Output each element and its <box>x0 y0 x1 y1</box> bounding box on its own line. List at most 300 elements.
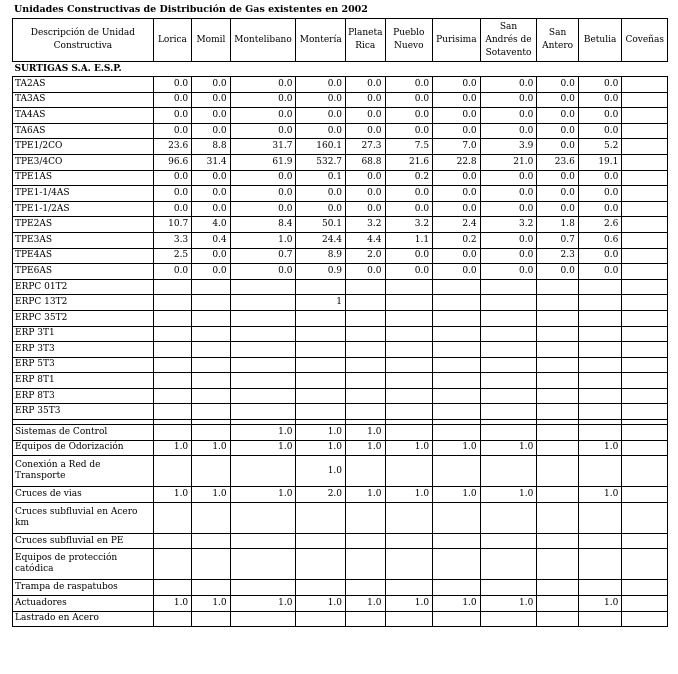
value-cell <box>622 533 668 549</box>
value-cell <box>192 549 230 580</box>
table-row <box>13 201 668 217</box>
value-cell: 0.0 <box>433 264 481 280</box>
value-cell <box>622 388 668 404</box>
value-cell <box>537 596 579 612</box>
value-cell: 0.0 <box>537 186 579 202</box>
row-label: TA3AS <box>13 92 154 108</box>
value-cell <box>296 310 346 326</box>
value-cell <box>346 310 385 326</box>
value-cell <box>537 502 579 533</box>
value-cell <box>230 357 296 373</box>
value-cell <box>192 295 230 311</box>
row-label: ERPC 01T2 <box>13 279 154 295</box>
value-cell: 5.2 <box>578 139 622 155</box>
value-cell: 0.0 <box>192 248 230 264</box>
value-cell <box>433 502 481 533</box>
value-cell: 21.6 <box>385 154 433 170</box>
value-cell: 0.0 <box>296 186 346 202</box>
value-cell: 2.0 <box>296 487 346 503</box>
value-cell: 0.0 <box>385 248 433 264</box>
row-label: TPE3AS <box>13 232 154 248</box>
value-cell: 0.0 <box>578 248 622 264</box>
value-cell: 1.0 <box>230 425 296 441</box>
value-cell: 0.0 <box>480 248 537 264</box>
value-cell <box>192 388 230 404</box>
value-cell <box>480 357 537 373</box>
value-cell <box>192 456 230 487</box>
table-row <box>13 388 668 404</box>
value-cell: 4.4 <box>346 232 385 248</box>
value-cell: 0.0 <box>385 77 433 93</box>
row-label: TPE1AS <box>13 170 154 186</box>
value-cell: 0.0 <box>192 108 230 124</box>
table-row <box>13 487 668 503</box>
value-cell <box>385 533 433 549</box>
value-cell <box>230 279 296 295</box>
value-cell <box>230 295 296 311</box>
value-cell: 0.0 <box>537 139 579 155</box>
value-cell: 0.0 <box>480 108 537 124</box>
value-cell: 0.0 <box>537 201 579 217</box>
value-cell: 1.0 <box>480 440 537 456</box>
value-cell <box>192 580 230 596</box>
value-cell: 0.0 <box>346 201 385 217</box>
value-cell <box>346 373 385 389</box>
value-cell <box>346 549 385 580</box>
value-cell: 0.0 <box>385 92 433 108</box>
page-title: Unidades Constructivas de Distribución de Gas existentes en 2002 <box>14 4 368 15</box>
gas-units-table <box>12 18 668 627</box>
value-cell <box>578 549 622 580</box>
value-cell <box>192 357 230 373</box>
value-cell: 0.0 <box>153 108 191 124</box>
table-row <box>13 373 668 389</box>
value-cell <box>622 139 668 155</box>
table-row <box>13 92 668 108</box>
value-cell: 24.4 <box>296 232 346 248</box>
value-cell <box>433 456 481 487</box>
row-label: ERP 8T3 <box>13 388 154 404</box>
table-row <box>13 279 668 295</box>
value-cell <box>578 425 622 441</box>
value-cell <box>385 326 433 342</box>
value-cell: 0.0 <box>433 92 481 108</box>
table-row <box>13 77 668 93</box>
value-cell <box>578 456 622 487</box>
value-cell <box>537 611 579 627</box>
value-cell <box>622 154 668 170</box>
value-cell <box>622 92 668 108</box>
row-label: Trampa de raspatubos <box>13 580 154 596</box>
row-label: TPE1/2CO <box>13 139 154 155</box>
header-col: Montería <box>296 19 346 62</box>
table-row <box>13 232 668 248</box>
value-cell <box>192 611 230 627</box>
value-cell: 0.0 <box>230 264 296 280</box>
table-row <box>13 186 668 202</box>
row-label: ERP 3T3 <box>13 342 154 358</box>
value-cell <box>578 388 622 404</box>
value-cell <box>537 533 579 549</box>
value-cell: 532.7 <box>296 154 346 170</box>
value-cell <box>230 342 296 358</box>
value-cell: 0.0 <box>433 201 481 217</box>
value-cell <box>622 596 668 612</box>
value-cell: 0.0 <box>230 92 296 108</box>
table-row <box>13 342 668 358</box>
value-cell <box>153 502 191 533</box>
value-cell: 0.0 <box>192 170 230 186</box>
value-cell: 10.7 <box>153 217 191 233</box>
value-cell <box>433 388 481 404</box>
value-cell: 0.7 <box>230 248 296 264</box>
value-cell: 2.0 <box>346 248 385 264</box>
value-cell <box>537 404 579 420</box>
value-cell: 0.4 <box>192 232 230 248</box>
value-cell: 0.0 <box>296 108 346 124</box>
value-cell <box>153 425 191 441</box>
row-label: TA6AS <box>13 123 154 139</box>
value-cell: 0.0 <box>153 201 191 217</box>
value-cell: 3.9 <box>480 139 537 155</box>
table-row <box>13 108 668 124</box>
value-cell: 1.0 <box>385 440 433 456</box>
value-cell: 3.2 <box>480 217 537 233</box>
value-cell: 61.9 <box>230 154 296 170</box>
value-cell <box>385 373 433 389</box>
value-cell: 1.0 <box>230 487 296 503</box>
value-cell <box>230 502 296 533</box>
value-cell <box>480 580 537 596</box>
value-cell: 4.0 <box>192 217 230 233</box>
value-cell <box>622 186 668 202</box>
value-cell: 0.0 <box>230 170 296 186</box>
value-cell <box>296 611 346 627</box>
value-cell <box>578 611 622 627</box>
value-cell: 22.8 <box>433 154 481 170</box>
value-cell <box>153 404 191 420</box>
value-cell <box>622 357 668 373</box>
value-cell <box>385 425 433 441</box>
value-cell <box>153 357 191 373</box>
row-label: Lastrado en Acero <box>13 611 154 627</box>
value-cell <box>296 357 346 373</box>
value-cell <box>537 373 579 389</box>
value-cell <box>622 108 668 124</box>
value-cell <box>385 295 433 311</box>
value-cell: 1.0 <box>192 487 230 503</box>
value-cell <box>153 310 191 326</box>
value-cell: 2.6 <box>578 217 622 233</box>
value-cell: 0.0 <box>346 170 385 186</box>
value-cell: 2.4 <box>433 217 481 233</box>
value-cell: 0.0 <box>537 264 579 280</box>
value-cell: 0.0 <box>385 108 433 124</box>
value-cell <box>433 357 481 373</box>
header-col: Momil <box>192 19 230 62</box>
value-cell <box>480 388 537 404</box>
value-cell: 1.0 <box>230 440 296 456</box>
value-cell <box>537 310 579 326</box>
row-label: ERP 35T3 <box>13 404 154 420</box>
value-cell: 8.9 <box>296 248 346 264</box>
value-cell: 0.0 <box>385 264 433 280</box>
header-col: Coveñas <box>622 19 668 62</box>
value-cell: 1.0 <box>192 440 230 456</box>
value-cell <box>578 580 622 596</box>
value-cell: 31.4 <box>192 154 230 170</box>
row-label: TPE1-1/4AS <box>13 186 154 202</box>
value-cell: 0.0 <box>153 186 191 202</box>
value-cell: 3.2 <box>385 217 433 233</box>
value-cell <box>433 533 481 549</box>
value-cell: 0.0 <box>480 170 537 186</box>
value-cell <box>385 549 433 580</box>
value-cell <box>537 487 579 503</box>
header-col: Purisima <box>433 19 481 62</box>
value-cell <box>622 580 668 596</box>
value-cell <box>433 279 481 295</box>
value-cell: 96.6 <box>153 154 191 170</box>
value-cell: 160.1 <box>296 139 346 155</box>
value-cell <box>192 279 230 295</box>
value-cell <box>296 388 346 404</box>
row-label: Cruces subfluvial en Acero km <box>13 502 154 533</box>
value-cell <box>385 456 433 487</box>
value-cell: 1.0 <box>153 487 191 503</box>
table-row <box>13 170 668 186</box>
value-cell: 1.0 <box>433 596 481 612</box>
value-cell: 0.0 <box>296 92 346 108</box>
value-cell <box>480 279 537 295</box>
value-cell: 0.0 <box>385 186 433 202</box>
value-cell: 0.0 <box>537 123 579 139</box>
value-cell <box>480 611 537 627</box>
row-label: TPE6AS <box>13 264 154 280</box>
value-cell: 0.0 <box>578 201 622 217</box>
value-cell: 68.8 <box>346 154 385 170</box>
value-cell <box>622 373 668 389</box>
table-row <box>13 456 668 487</box>
value-cell <box>622 264 668 280</box>
value-cell: 1.0 <box>153 596 191 612</box>
header-col: Betulia <box>578 19 622 62</box>
value-cell <box>480 549 537 580</box>
table-row <box>13 596 668 612</box>
value-cell <box>622 502 668 533</box>
value-cell: 3.2 <box>346 217 385 233</box>
value-cell: 0.0 <box>480 92 537 108</box>
value-cell <box>622 487 668 503</box>
value-cell <box>385 404 433 420</box>
value-cell: 0.0 <box>230 186 296 202</box>
value-cell: 0.2 <box>385 170 433 186</box>
value-cell <box>433 295 481 311</box>
value-cell <box>537 357 579 373</box>
value-cell <box>385 502 433 533</box>
value-cell <box>346 388 385 404</box>
table-row <box>13 549 668 580</box>
value-cell: 1.0 <box>230 596 296 612</box>
value-cell <box>537 279 579 295</box>
value-cell <box>192 342 230 358</box>
value-cell: 0.0 <box>578 92 622 108</box>
value-cell <box>153 388 191 404</box>
value-cell: 0.0 <box>192 201 230 217</box>
value-cell: 1.0 <box>433 440 481 456</box>
value-cell <box>622 232 668 248</box>
header-col: San Andrés de Sotavento <box>480 19 537 62</box>
value-cell: 1.0 <box>346 425 385 441</box>
section-label: SURTIGAS S.A. E.S.P. <box>13 62 668 77</box>
value-cell: 0.0 <box>385 201 433 217</box>
table-row <box>13 533 668 549</box>
row-label: Sistemas de Control <box>13 425 154 441</box>
value-cell <box>192 502 230 533</box>
row-label: ERPC 13T2 <box>13 295 154 311</box>
row-label: Actuadores <box>13 596 154 612</box>
value-cell <box>622 342 668 358</box>
value-cell: 0.0 <box>153 264 191 280</box>
value-cell <box>537 456 579 487</box>
value-cell <box>153 373 191 389</box>
value-cell <box>578 326 622 342</box>
value-cell <box>296 502 346 533</box>
value-cell <box>622 549 668 580</box>
value-cell <box>480 373 537 389</box>
row-label: TA2AS <box>13 77 154 93</box>
value-cell <box>537 549 579 580</box>
value-cell <box>622 279 668 295</box>
row-label: ERP 5T3 <box>13 357 154 373</box>
value-cell <box>622 295 668 311</box>
value-cell: 8.4 <box>230 217 296 233</box>
value-cell <box>296 326 346 342</box>
value-cell: 0.0 <box>153 170 191 186</box>
value-cell: 23.6 <box>153 139 191 155</box>
section-row <box>13 62 668 77</box>
table-row <box>13 357 668 373</box>
value-cell <box>230 326 296 342</box>
value-cell <box>153 326 191 342</box>
value-cell: 0.0 <box>480 232 537 248</box>
value-cell: 0.0 <box>578 123 622 139</box>
value-cell <box>537 580 579 596</box>
header-col: Planeta Rica <box>346 19 385 62</box>
value-cell: 0.0 <box>346 108 385 124</box>
value-cell <box>480 326 537 342</box>
value-cell <box>480 342 537 358</box>
value-cell <box>230 611 296 627</box>
table-row <box>13 248 668 264</box>
value-cell <box>578 342 622 358</box>
value-cell: 1.0 <box>346 596 385 612</box>
value-cell <box>296 373 346 389</box>
value-cell: 1 <box>296 295 346 311</box>
value-cell <box>433 310 481 326</box>
table-row <box>13 264 668 280</box>
value-cell: 0.0 <box>153 123 191 139</box>
value-cell <box>346 404 385 420</box>
value-cell <box>578 310 622 326</box>
value-cell <box>622 77 668 93</box>
value-cell: 0.0 <box>578 170 622 186</box>
value-cell: 1.0 <box>480 596 537 612</box>
value-cell: 0.0 <box>346 186 385 202</box>
value-cell: 21.0 <box>480 154 537 170</box>
value-cell <box>433 549 481 580</box>
table-row <box>13 440 668 456</box>
row-label: Equipos de Odorización <box>13 440 154 456</box>
value-cell: 0.0 <box>296 201 346 217</box>
value-cell: 2.5 <box>153 248 191 264</box>
value-cell: 0.0 <box>192 77 230 93</box>
value-cell: 0.0 <box>433 108 481 124</box>
value-cell: 0.1 <box>296 170 346 186</box>
value-cell: 0.2 <box>433 232 481 248</box>
row-label: Cruces de vias <box>13 487 154 503</box>
value-cell <box>578 357 622 373</box>
value-cell: 0.0 <box>480 77 537 93</box>
header-row <box>13 19 668 62</box>
value-cell <box>296 342 346 358</box>
value-cell: 0.0 <box>192 92 230 108</box>
value-cell: 0.0 <box>296 77 346 93</box>
table-row <box>13 217 668 233</box>
value-cell <box>296 549 346 580</box>
value-cell <box>346 611 385 627</box>
value-cell: 27.3 <box>346 139 385 155</box>
value-cell: 0.0 <box>578 264 622 280</box>
value-cell: 0.0 <box>480 264 537 280</box>
row-label: Conexión a Red de Transporte <box>13 456 154 487</box>
value-cell <box>385 388 433 404</box>
value-cell <box>480 310 537 326</box>
value-cell <box>622 170 668 186</box>
value-cell <box>192 533 230 549</box>
value-cell <box>578 404 622 420</box>
row-label: TPE2AS <box>13 217 154 233</box>
value-cell: 1.1 <box>385 232 433 248</box>
value-cell <box>433 404 481 420</box>
value-cell: 1.0 <box>433 487 481 503</box>
value-cell: 0.0 <box>192 264 230 280</box>
value-cell <box>622 201 668 217</box>
value-cell <box>622 310 668 326</box>
header-col: Lorica <box>153 19 191 62</box>
value-cell: 0.0 <box>537 108 579 124</box>
value-cell <box>622 123 668 139</box>
value-cell: 0.0 <box>433 248 481 264</box>
value-cell <box>622 611 668 627</box>
value-cell <box>192 373 230 389</box>
value-cell <box>230 456 296 487</box>
value-cell <box>346 326 385 342</box>
table-row <box>13 295 668 311</box>
value-cell <box>433 326 481 342</box>
value-cell <box>230 404 296 420</box>
value-cell: 0.0 <box>578 108 622 124</box>
value-cell <box>153 295 191 311</box>
value-cell <box>622 217 668 233</box>
header-col: Montelibano <box>230 19 296 62</box>
value-cell <box>480 295 537 311</box>
value-cell: 0.0 <box>296 123 346 139</box>
value-cell <box>153 580 191 596</box>
row-label: TPE4AS <box>13 248 154 264</box>
value-cell <box>578 533 622 549</box>
value-cell <box>153 533 191 549</box>
